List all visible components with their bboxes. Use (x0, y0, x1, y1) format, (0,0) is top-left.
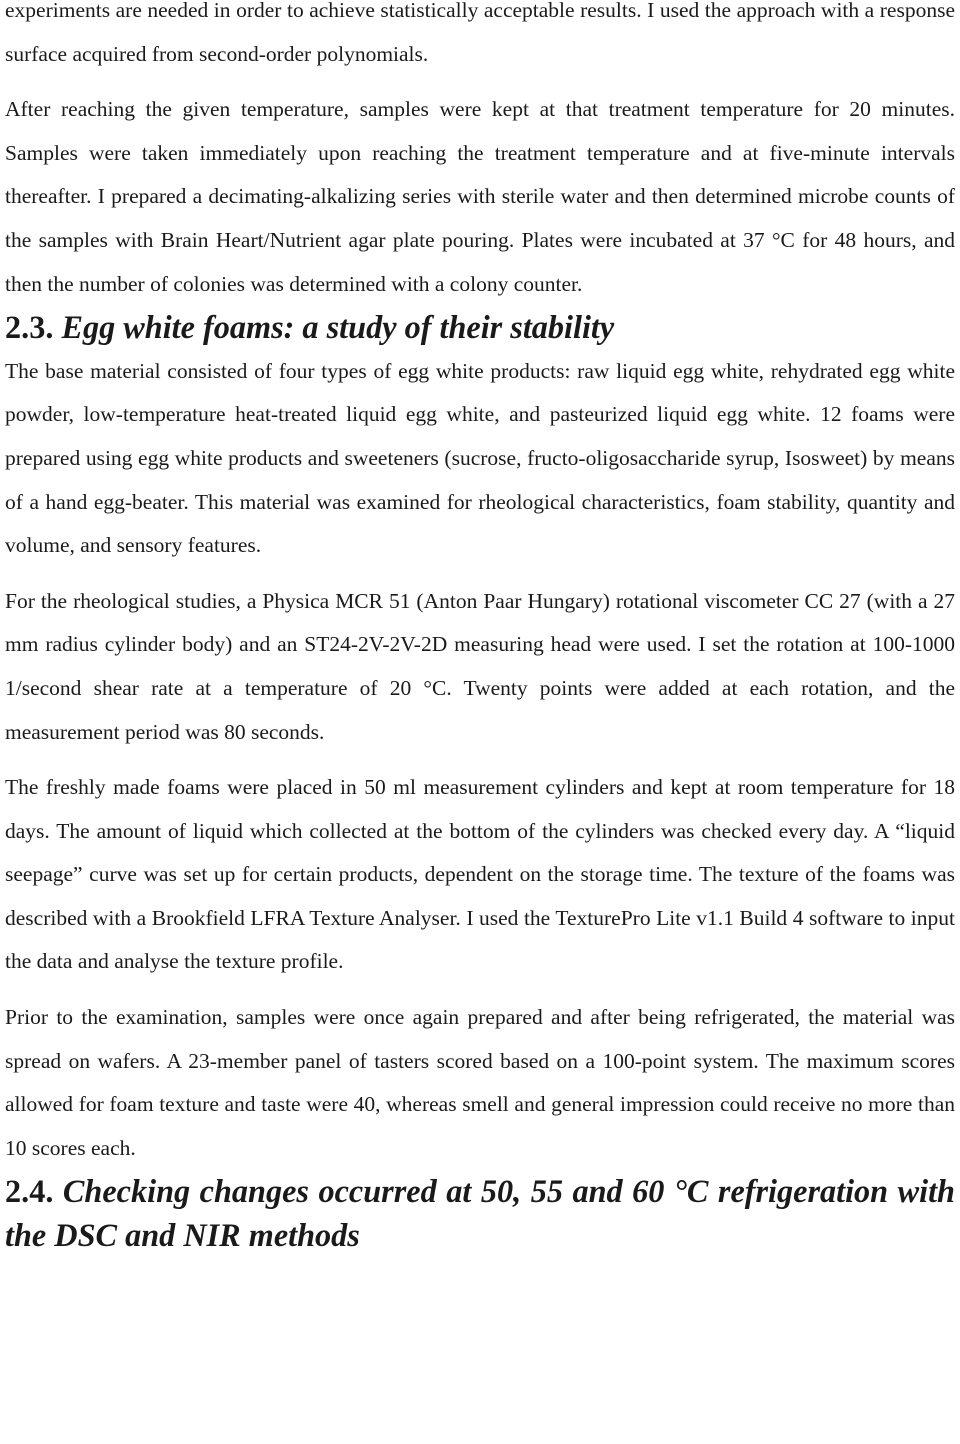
paragraph-treatment-temperature: After reaching the given temperature, samples were kept at that treatment temperature for 20 minutes. Samples were taken immediately upon reaching the treatment temperature and at five-minute intervals thereafter. I prepared a decimating-alkalizing series with sterile water and then determined microbe counts of the samples with Brain Heart/Nutrient agar plate pouring. Plates were incubated at 37 °C for 48 hours, and then the number of colonies was determined with a colony counter. (5, 97, 955, 296)
section-title: Checking changes occurred at 50, 55 and 60 °C refrigeration with the DSC and NIR methods (5, 1173, 955, 1254)
document-page (5, 0, 955, 1258)
paragraph-base-material: The base material consisted of four types of egg white products: raw liquid egg white, rehydrated egg white powder, low-temperature heat-treated liquid egg white, and pasteurized liquid egg white. 12 foams were prepared using egg white products and sweeteners (sucrose, fructo-oligosaccharide syrup, Isosweet) by means of a hand egg-beater. This material was examined for rheological characteristics, foam stability, quantity and volume, and sensory features. (5, 358, 955, 558)
paragraph-foam-storage: The freshly made foams were placed in 50 ml measurement cylinders and kept at room temperature for 18 days. The amount of liquid which collected at the bottom of the cylinders was checked every day. A “liquid seepage” curve was set up for certain products, dependent on the storage time. The texture of the foams was described with a Brookfield LFRA Texture Analyser. I used the TexturePro Lite v1.1 Build 4 software to input the data and analyse the texture profile. (5, 775, 955, 974)
paragraph-rheological-studies: For the rheological studies, a Physica MCR 51 (Anton Paar Hungary) rotational viscometer CC 27 (with a 27 mm radius cylinder body) and an ST24-2V-2V-2D measuring head were used. I set the rotation at 100-1000 1/second shear rate at a temperature of 20 °C. Twenty points were added at each rotation, and the measurement period was 80 seconds. (5, 588, 955, 744)
section-number: 2.4. (5, 1173, 54, 1210)
section-number: 2.3. (5, 309, 54, 346)
paragraph-sensory-panel: Prior to the examination, samples were once again prepared and after being refrigerated, the material was spread on wafers. A 23-member panel of tasters scored based on a 100-point system. The maximum scores allowed for foam texture and taste were 40, whereas smell and general impression could receive no more than 10 scores each. (5, 1005, 955, 1160)
section-title: Egg white foams: a study of their stability (61, 309, 615, 346)
section-heading-2-3 (5, 306, 955, 350)
paragraph-experiments: experiments are needed in order to achieve statistically acceptable results. I used the approach with a response surface acquired from second-order polynomials. (5, 0, 955, 66)
section-heading-2-4 (5, 1170, 955, 1257)
